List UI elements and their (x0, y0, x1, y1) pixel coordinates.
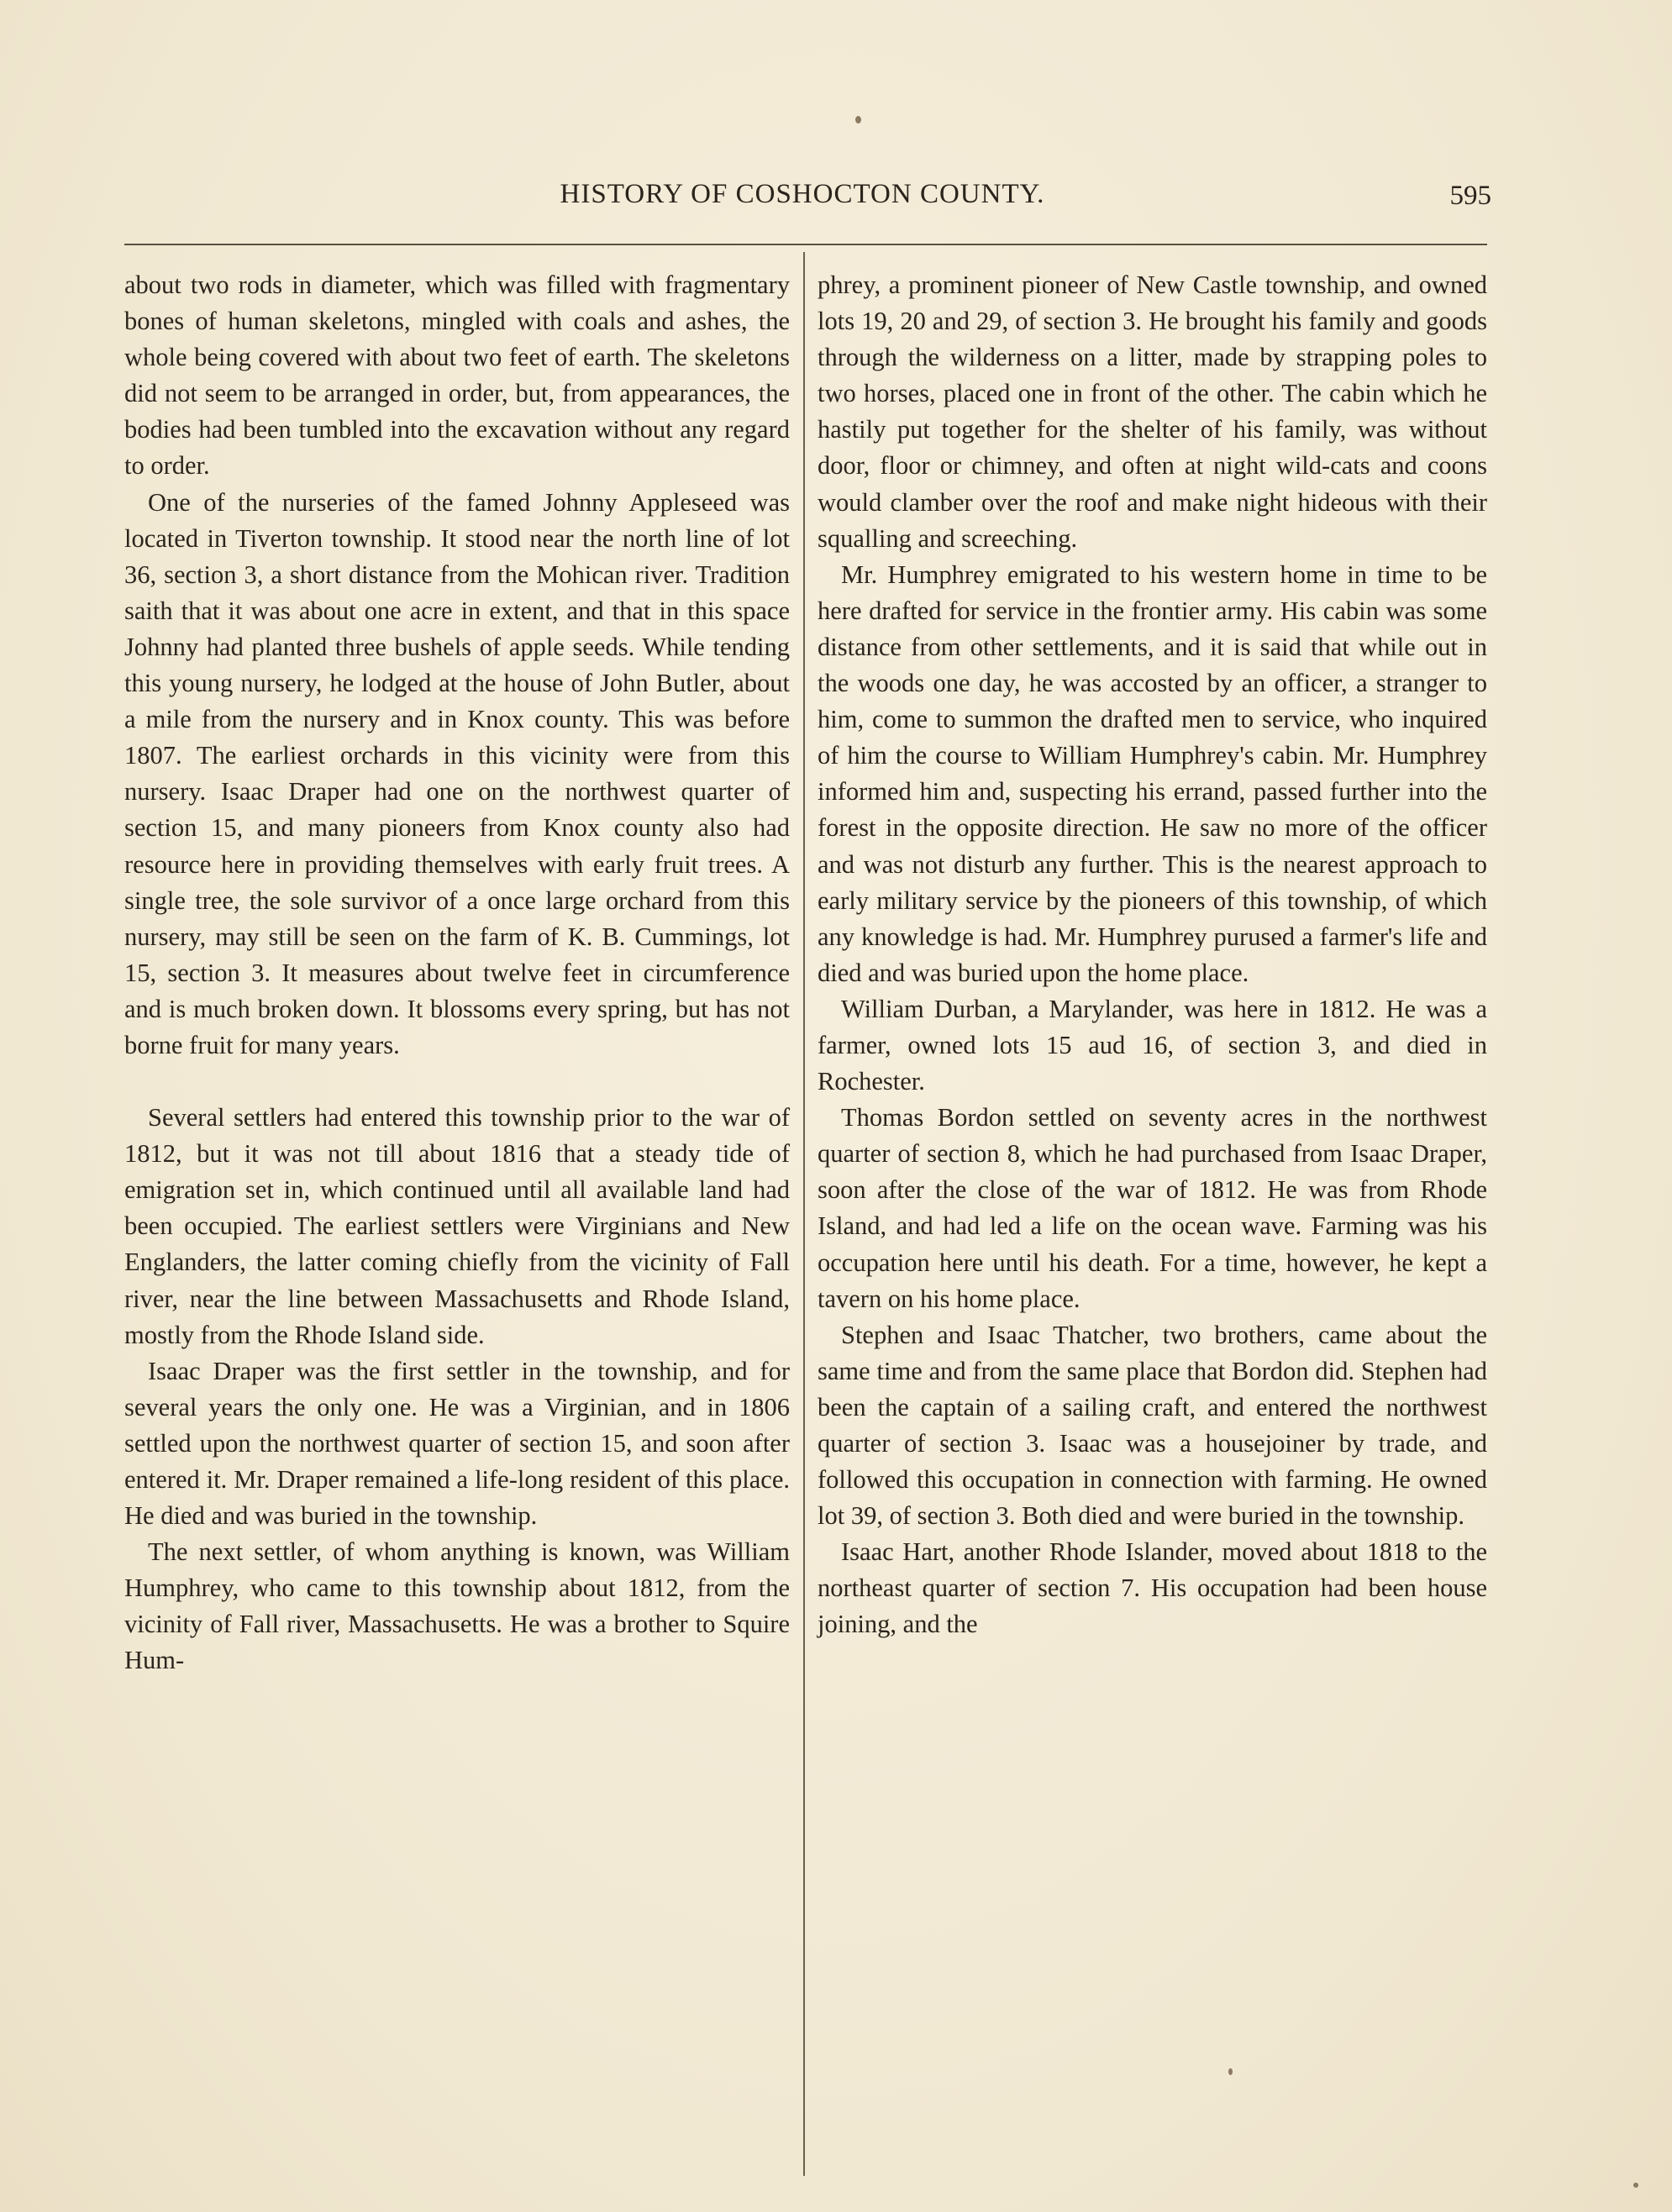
paragraph: Isaac Draper was the first settler in the township, and for several years the only one. He was a Virginian, and in 1806 settled upon the northwest quarter of section 15, and soon after entered it. Mr. Draper remained a life-long resident of this place. He died and was buried in the township. (124, 1356, 790, 1531)
running-header (113, 172, 1491, 223)
paragraph: Isaac Hart, another Rhode Islander, moved about 1818 to the northeast quarter of section 7. His occupation had been house joining, and the (818, 1537, 1487, 1639)
paragraph: Mr. Humphrey emigrated to his western home in time to be here drafted for service in the frontier army. His cabin was some distance from other settlements, and it is said that while out in the woods one day, he was accosted by an officer, a stranger to him, come to summon the drafted men to service, who inquired of him the course to William Humphrey's cabin. Mr. Humphrey informed him and, suspecting his errand, passed further into the forest in the opposite direction. He saw no more of the officer and was not disturb any further. This is the nearest approach to early military service by the pioneers of this township, of which any knowledge is had. Mr. Humphrey purused a farmer's life and died and was buried upon the home place. (818, 560, 1487, 987)
running-title: HISTORY OF COSHOCTON COUNTY. (560, 179, 1045, 209)
paragraph: One of the nurseries of the famed Johnny Appleseed was located in Tiverton township. It stood near the north line of lot 36, section 3, a short distance from the Mohican river. Tradition saith that it was about one acre in extent, and that in this space Johnny had planted three bushels of apple seeds. While tending this young nursery, he lodged at the house of John Butler, about a mile from the nursery and in Knox county. This was before 1807. The earliest orchards in this vicinity were from this nursery. Isaac Draper had one on the northwest quarter of section 15, and many pioneers from Knox county also had resource here in providing themselves with early fruit trees. A single tree, the sole survivor of a once large orchard from this nursery, may still be seen on the farm of K. B. Cummings, lot 15, section 3. It measures about twelve feet in circumference and is much broken down. It blossoms every spring, but has not borne fruit for many years. (124, 487, 790, 1059)
left-column (124, 267, 790, 1679)
paper-speck (1228, 2068, 1233, 2075)
paragraph: Several settlers had entered this township prior to the war of 1812, but it was not till about 1816 that a steady tide of emigration set in, which continued until all available land had been occupied. The earliest settlers were Virginians and New Englanders, the latter coming chiefly from the vicinity of Fall river, near the line between Massachusetts and Rhode Island, mostly from the Rhode Island side. (124, 1103, 790, 1349)
paragraph: Thomas Bordon settled on seventy acres in the northwest quarter of section 8, which he had purchased from Isaac Draper, soon after the close of the war of 1812. He was from Rhode Island, and had led a life on the ocean wave. Farming was his occupation here until his death. For a time, however, he kept a tavern on his home place. (818, 1103, 1487, 1313)
paragraph: William Durban, a Marylander, was here in 1812. He was a farmer, owned lots 15 aud 16, of section 3, and died in Rochester. (818, 994, 1487, 1096)
paragraph: about two rods in diameter, which was filled with fragmentary bones of human skeletons, mingled with coals and ashes, the whole being covered with about two feet of earth. The skeletons did not seem to be arranged in order, but, from appearances, the bodies had been tumbled into the excavation without any regard to order. (124, 271, 790, 481)
paragraph: phrey, a prominent pioneer of New Castle township, and owned lots 19, 20 and 29, of section 3. He brought his family and goods through the wilderness on a litter, made by strapping poles to two horses, placed one in front of the other. The cabin which he hastily put together for the shelter of his family, was without door, floor or chimney, and often at night wild-cats and coons would clamber over the roof and make night hideous with their squalling and screeching. (818, 271, 1487, 553)
paragraph: Stephen and Isaac Thatcher, two brothers, came about the same time and from the same place that Bordon did. Stephen had been the captain of a sailing craft, and entered the northwest quarter of section 3. Isaac was a housejoiner by trade, and followed this occupation in connection with farming. He owned lot 39, of section 3. Both died and were buried in the township. (818, 1320, 1487, 1531)
right-column (818, 267, 1487, 1643)
header-rule (124, 244, 1487, 245)
paper-speck (855, 116, 861, 123)
page-number: 595 (1449, 181, 1491, 211)
paper-speck (1633, 2183, 1638, 2188)
paragraph: The next settler, of whom anything is known, was William Humphrey, who came to this township about 1812, from the vicinity of Fall river, Massachusetts. He was a brother to Squire Hum- (124, 1537, 790, 1675)
column-divider (803, 252, 805, 2176)
